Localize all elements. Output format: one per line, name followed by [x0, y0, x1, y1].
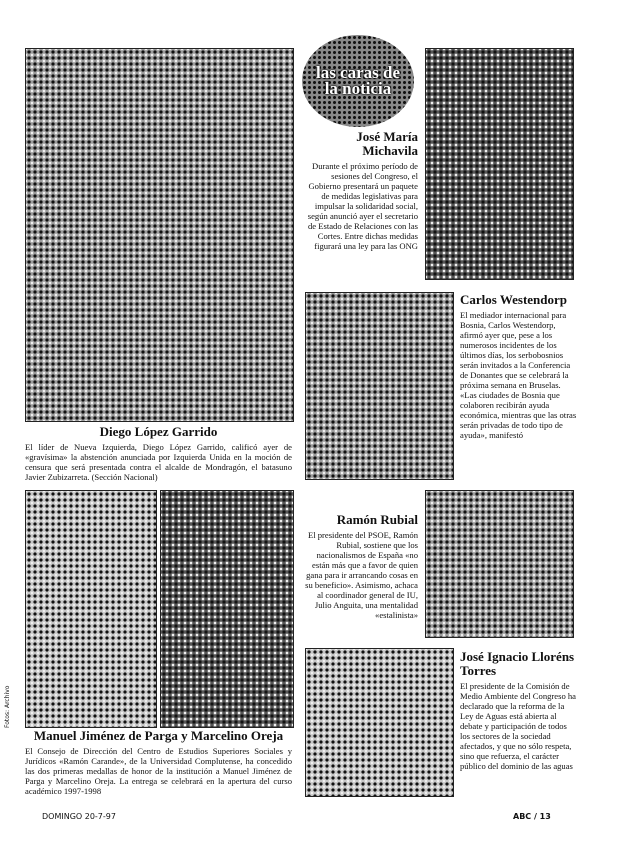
story-diego [25, 425, 292, 482]
story-westendorp [460, 293, 577, 440]
photo-oreja [160, 490, 294, 728]
headline-jimenez-oreja: Manuel Jiménez de Parga y Marcelino Oreja [33, 728, 284, 743]
text-westendorp: El mediador internacional para Bosnia, Carlos Westendorp, afirmó ayer que, pese a los numerosos incidentes de los últimos días, los serbobosnios serán invitados a la Conferencia de Donantes que se celebrará la próxima semana en Bruselas. «Las ciudades de Bosnia que colaboren recibirán ayuda económica, mientras que las otras serán privadas de todo tipo de ayuda», manifestó [460, 310, 577, 440]
photo-diego-lopez-garrido [25, 48, 294, 422]
story-michavila [300, 130, 418, 251]
text-diego: El líder de Nueva Izquierda, Diego López Garrido, calificó ayer de «gravísima» la abstención anunciada por Izquierda Unida en la moción de censura que será presentada contra el alcalde de Mondragón, el batasuno Javier Zubizarreta. (Sección Nacional) [25, 442, 292, 482]
text-jimenez-oreja: El Consejo de Dirección del Centro de Estudios Superiores Sociales y Jurídicos «Ramón Carande», de la Universidad Complutense, ha concedido las dos primeras medallas de honor de la institución a Manuel Jiménez de Parga y Marcelino Oreja. La entrega se celebrará en la apertura del curso académico 1997-1998 [25, 746, 292, 796]
footer-page-number: ABC / 13 [513, 812, 551, 821]
footer-date: DOMINGO 20-7-97 [42, 812, 116, 821]
photo-westendorp [305, 292, 454, 480]
text-michavila: Durante el próximo período de sesiones del Congreso, el Gobierno presentará un paquete de medidas legislativas para impulsar la solidaridad social, según anunció ayer el secretario de Estado de Relaciones con las Cortes. Entre dichas medidas figurará una ley para las ONG [307, 161, 418, 251]
text-llorens: El presidente de la Comisión de Medio Ambiente del Congreso ha declarado que la reforma de la Ley de Aguas está abierta al debate y participación de todos los sectores de la sociedad afectados, y que no sólo respeta, sino que refuerza, el carácter público del dominio de las aguas [460, 681, 576, 771]
story-jimenez-oreja [25, 729, 292, 796]
photo-jimenez-de-parga [25, 490, 157, 728]
headline-diego: Diego López Garrido [99, 424, 218, 439]
photo-michavila [425, 48, 574, 280]
story-rubial [300, 513, 418, 620]
story-llorens [460, 650, 577, 771]
text-rubial: El presidente del PSOE, Ramón Rubial, sostiene que los nacionalismos de España «no están más que a favor de quien gana para ir arrancando cosas en su beneficio». Asimismo, achaca al coordinador general de IU, Julio Anguita, una mentalidad «estalinista» [305, 530, 418, 620]
photo-rubial [425, 490, 574, 638]
headline-westendorp: Carlos Westendorp [460, 292, 568, 307]
headline-michavila: José María Michavila [356, 129, 418, 158]
photo-llorens [305, 648, 454, 797]
headline-rubial: Ramón Rubial [336, 512, 418, 527]
headline-llorens: José Ignacio Lloréns Torres [460, 649, 575, 678]
photo-credit: Fotos: Archivo [4, 685, 11, 728]
section-logo: las caras de la noticia [302, 35, 414, 127]
